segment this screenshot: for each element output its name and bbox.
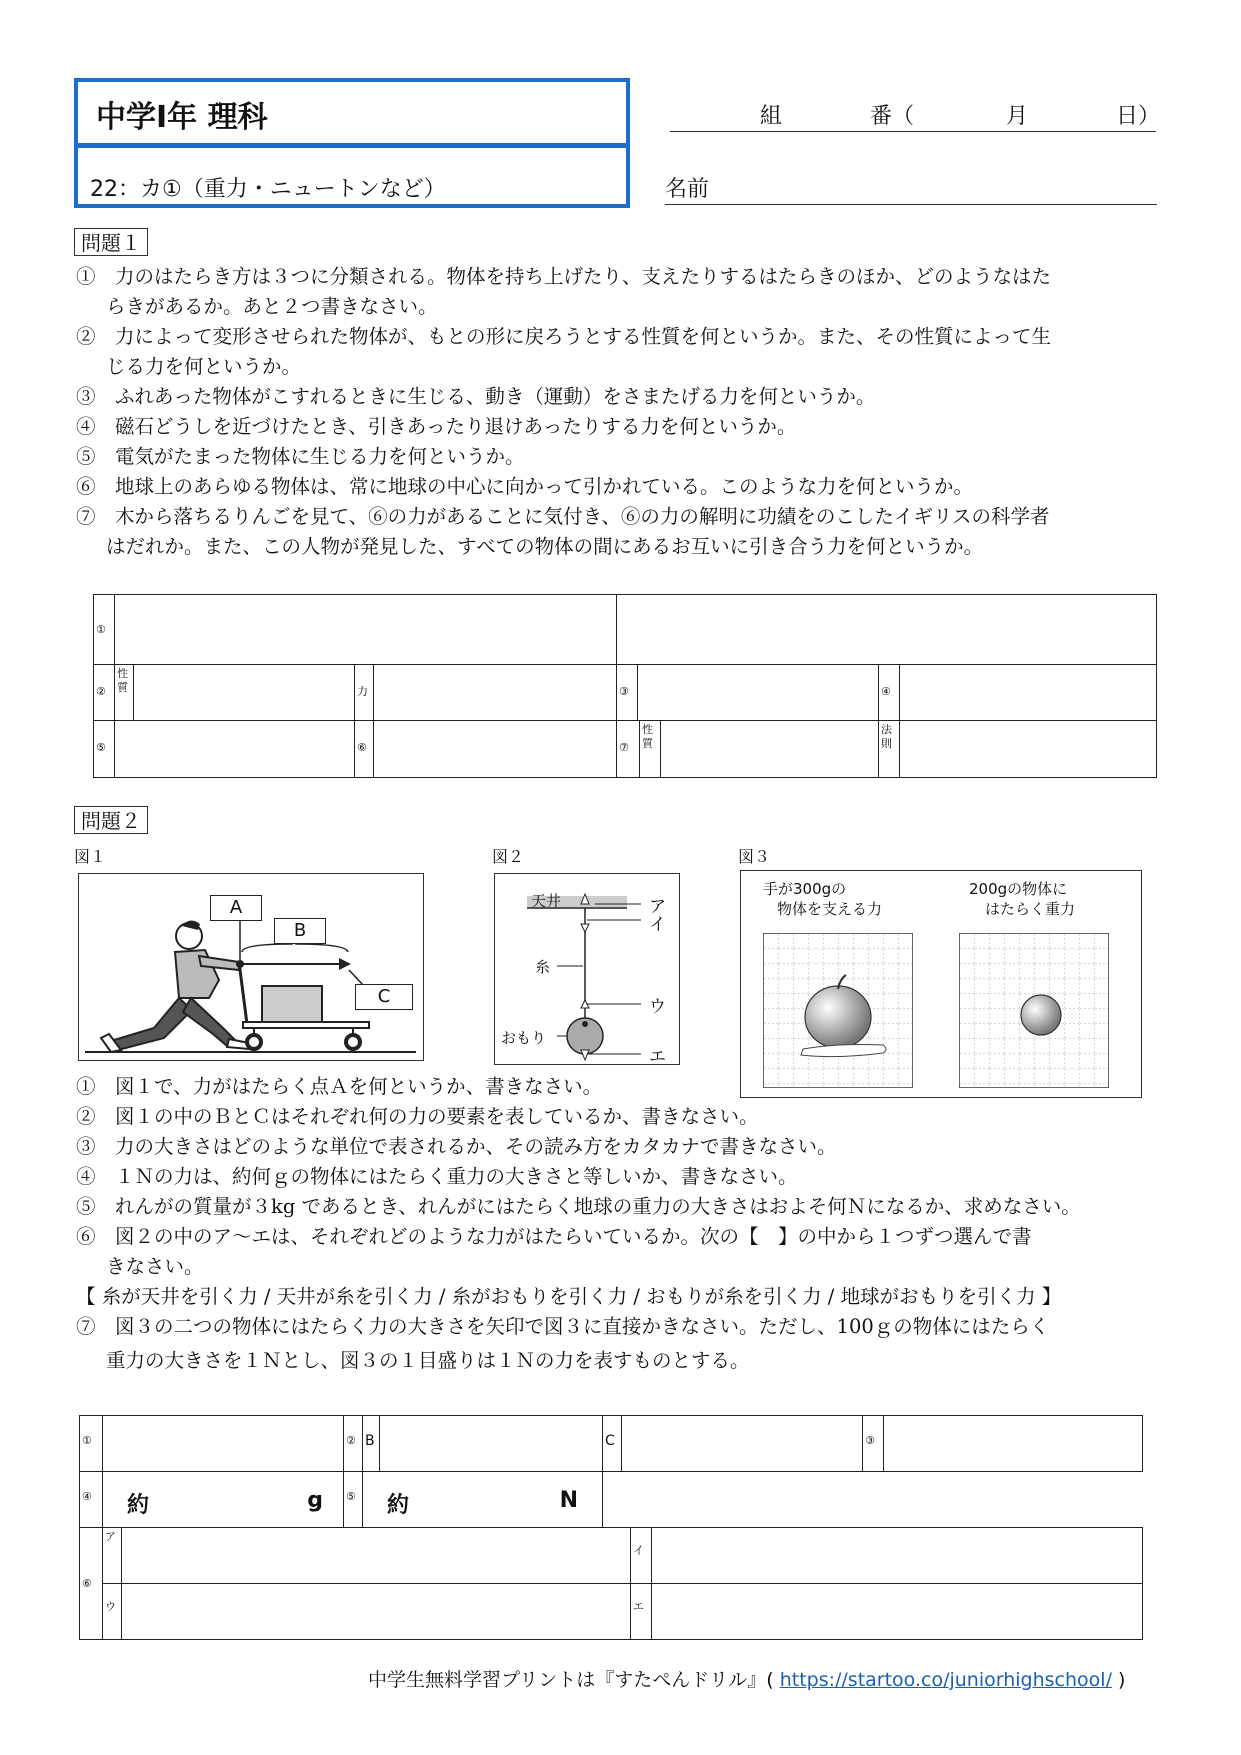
number-label: 番（ [870, 104, 915, 129]
p1-q2: ② 力によって変形させられた物体が、もとの形に戻ろうとする性質を何というか。また、その性質によって生 [76, 325, 1052, 348]
p2-answer-6a[interactable] [122, 1528, 631, 1584]
fig3-left-grid-apple[interactable] [763, 933, 913, 1088]
fig2-string-label: 糸 [535, 958, 551, 976]
header-divider [74, 143, 630, 148]
problem2-questions: ① 図１で、力がはたらく点Ａを何というか、書きなさい。 ② 図１の中のＢとＣはそれぞれ何の力の要素を表しているか、書きなさい。 ③ 力の大きさはどのような単位で表されるか、その読み方をカタカナで書きなさい。 ④ １Ｎの力は、約何ｇの物体にはたらく重力の大きさと等しいか、書きなさい。 ⑤ れんがの質量が３kg であるとき、れんがにはたらく地球の重力の大きさはおよそ何Ｎになるか、求めなさい。 ⑥ 図２の中のア～エは、それぞれどのような力がはたらいているか。次の【 】の中から１つずつ選んで書 きなさい。 【 糸が天井を引く力 / 天井が糸を引く力 / 糸がおもりを引く力 / おもりが糸を引く力 / 地球がおもりを引く力 】 ⑦ 図３の二つの物体にはたらく力の大きさを矢印で図３に直接かきなさい。ただし、100ｇの物体にはたらく 重力の大きさを１Ｎとし、図３の１目盛りは１Ｎの力を表すものとする。 [76, 1072, 1186, 1376]
fig1-label-a: A [210, 895, 262, 921]
footer-text: 中学生無料学習プリントは『すたぺんドリル』( [368, 1669, 774, 1691]
p2-answer-6i[interactable] [652, 1528, 1143, 1584]
p2-answer-6u[interactable] [122, 1584, 631, 1640]
p2-q1: ① 図１で、力がはたらく点Ａを何というか、書きなさい。 [76, 1075, 603, 1098]
page-subtitle: 22：カ①（重力・ニュートンなど） [90, 177, 446, 202]
p2-answer-1[interactable] [103, 1416, 344, 1472]
p1-q4: ④ 磁石どうしを近づけたとき、引きあったり退けあったりする力を何というか。 [76, 415, 797, 438]
page-title: 中学Ⅰ年 理科 [96, 100, 268, 135]
fig3-box[interactable] [740, 870, 1142, 1098]
fig2-label: 図２ [492, 847, 525, 866]
p1-q3: ③ ふれあった物体がこすれるときに生じる、動き（運動）をさまたげる力を何というか。 [76, 385, 876, 408]
problem2-label: 問題２ [74, 806, 148, 834]
p1-q5: ⑤ 電気がたまった物体に生じる力を何というか。 [76, 445, 525, 468]
problem1-questions: ① 力のはたらき方は３つに分類される。物体を持ち上げたり、支えたりするはたらきのほか、どのようなはた らきがあるか。あと２つ書きなさい。 ② 力によって変形させられた物体が、もとの形に戻ろうとする性質を何というか。また、その性質によって生 じる力を何というか。 ③ ふれあった物体がこすれるときに生じる、動き（運動）をさまたげる力を何というか。 ④ 磁石どうしを近づけたとき、引きあったり退けあったりする力を何というか。 ⑤ 電気がたまった物体に生じる力を何というか。 ⑥ 地球上のあらゆる物体は、常に地球の中心に向かって引かれている。このような力を何というか。 ⑦ 木から落ちるりんごを見て、⑥の力があることに気付き、⑥の力の解明に功績をのこしたイギリスの科学者 はだれか。また、この人物が発見した、すべての物体の間にあるお互いに引き合う力を何というか。 [76, 262, 1176, 562]
p2-answer-4[interactable]: 約 g [103, 1472, 344, 1528]
fig1-label: 図１ [74, 847, 107, 866]
p1-answer-2-property[interactable] [134, 665, 355, 721]
fig2-label-i: イ [649, 915, 666, 935]
p2-choices: 【 糸が天井を引く力 / 天井が糸を引く力 / 糸がおもりを引く力 / おもりが糸を引く力 / 地球がおもりを引く力 】 [76, 1285, 1062, 1308]
p1-q6: ⑥ 地球上のあらゆる物体は、常に地球の中心に向かって引かれている。このような力を何というか。 [76, 475, 974, 498]
month-label: 月 [1006, 104, 1029, 129]
fig2-ceiling-label: 天井 [531, 892, 562, 910]
problem2-answer-table-bottom: ⑥ ア イ ウ エ [79, 1527, 1143, 1640]
p2-answer-3[interactable] [884, 1416, 1143, 1472]
p2-q4: ④ １Ｎの力は、約何ｇの物体にはたらく重力の大きさと等しいか、書きなさい。 [76, 1165, 798, 1188]
p1-answer-5[interactable] [115, 721, 355, 778]
fig2-weight-label: おもり [501, 1029, 547, 1047]
fig2-label-a: ア [649, 897, 666, 917]
p1-answer-3[interactable] [638, 665, 879, 721]
name-field[interactable] [665, 172, 1157, 205]
name-label: 名前 [665, 177, 710, 202]
fig1-box [78, 873, 424, 1061]
p2-answer-5[interactable]: 約 N [363, 1472, 603, 1528]
p1-answer-4[interactable] [900, 665, 1157, 721]
fig3-right-caption: 200gの物体に はたらく重力 [969, 880, 1076, 918]
p1-q7: ⑦ 木から落ちるりんごを見て、⑥の力があることに気付き、⑥の力の解明に功績をのこしたイギリスの科学者 [76, 505, 1050, 528]
problem2-answer-table-top: ① ② B C ③ ④ 約 g ⑤ 約 N [79, 1415, 1143, 1528]
day-label: 日） [1116, 104, 1161, 129]
class-label: 組 [760, 104, 783, 129]
p1-q1: ① 力のはたらき方は３つに分類される。物体を持ち上げたり、支えたりするはたらきのほか、どのようなはた [76, 265, 1052, 288]
fig3-right-grid-ball[interactable] [959, 933, 1109, 1088]
fig2-label-e: エ [649, 1047, 666, 1067]
p1-answer-7-law[interactable] [900, 721, 1157, 778]
problem1-label: 問題１ [74, 228, 148, 256]
p1-answer-7-person[interactable] [661, 721, 878, 777]
class-number-date-field[interactable] [670, 97, 1161, 132]
footer-link[interactable]: https://startoo.co/juniorhighschool/ [779, 1669, 1112, 1691]
fig3-label: 図３ [738, 847, 771, 866]
fig1-label-b: B [274, 918, 326, 944]
p2-answer-2b[interactable] [380, 1416, 603, 1472]
p2-q6: ⑥ 図２の中のア～エは、それぞれどのような力がはたらいているか。次の【 】の中から１つずつ選んで書 [76, 1225, 1032, 1248]
p2-answer-6e[interactable] [652, 1584, 1143, 1640]
p2-q7: ⑦ 図３の二つの物体にはたらく力の大きさを矢印で図３に直接かきなさい。ただし、100ｇの物体にはたらく [76, 1315, 1050, 1338]
fig3-left-caption: 手が300gの 物体を支える力 [763, 880, 883, 918]
p2-q5: ⑤ れんがの質量が３kg であるとき、れんがにはたらく地球の重力の大きさはおよそ何Ｎになるか、求めなさい。 [76, 1195, 1081, 1218]
p2-answer-2c[interactable] [622, 1416, 863, 1472]
p1-answer-2-force[interactable] [374, 665, 617, 721]
fig1-label-c: C [355, 984, 413, 1010]
problem1-answer-table: ① ② 性質 力 ③ ④ ⑤ ⑥ ⑦ 性質 法則 [93, 594, 1157, 778]
fig2-box [494, 873, 680, 1065]
footer [368, 1665, 1125, 1692]
p1-answer-1a[interactable] [115, 595, 617, 665]
p2-q2: ② 図１の中のＢとＣはそれぞれ何の力の要素を表しているか、書きなさい。 [76, 1105, 759, 1128]
p2-q3: ③ 力の大きさはどのような単位で表されるか、その読み方をカタカナで書きなさい。 [76, 1135, 837, 1158]
p1-answer-1b[interactable] [617, 595, 1157, 665]
fig2-label-u: ウ [649, 997, 666, 1017]
footer-close: ) [1118, 1669, 1126, 1691]
p1-answer-6[interactable] [374, 721, 617, 778]
